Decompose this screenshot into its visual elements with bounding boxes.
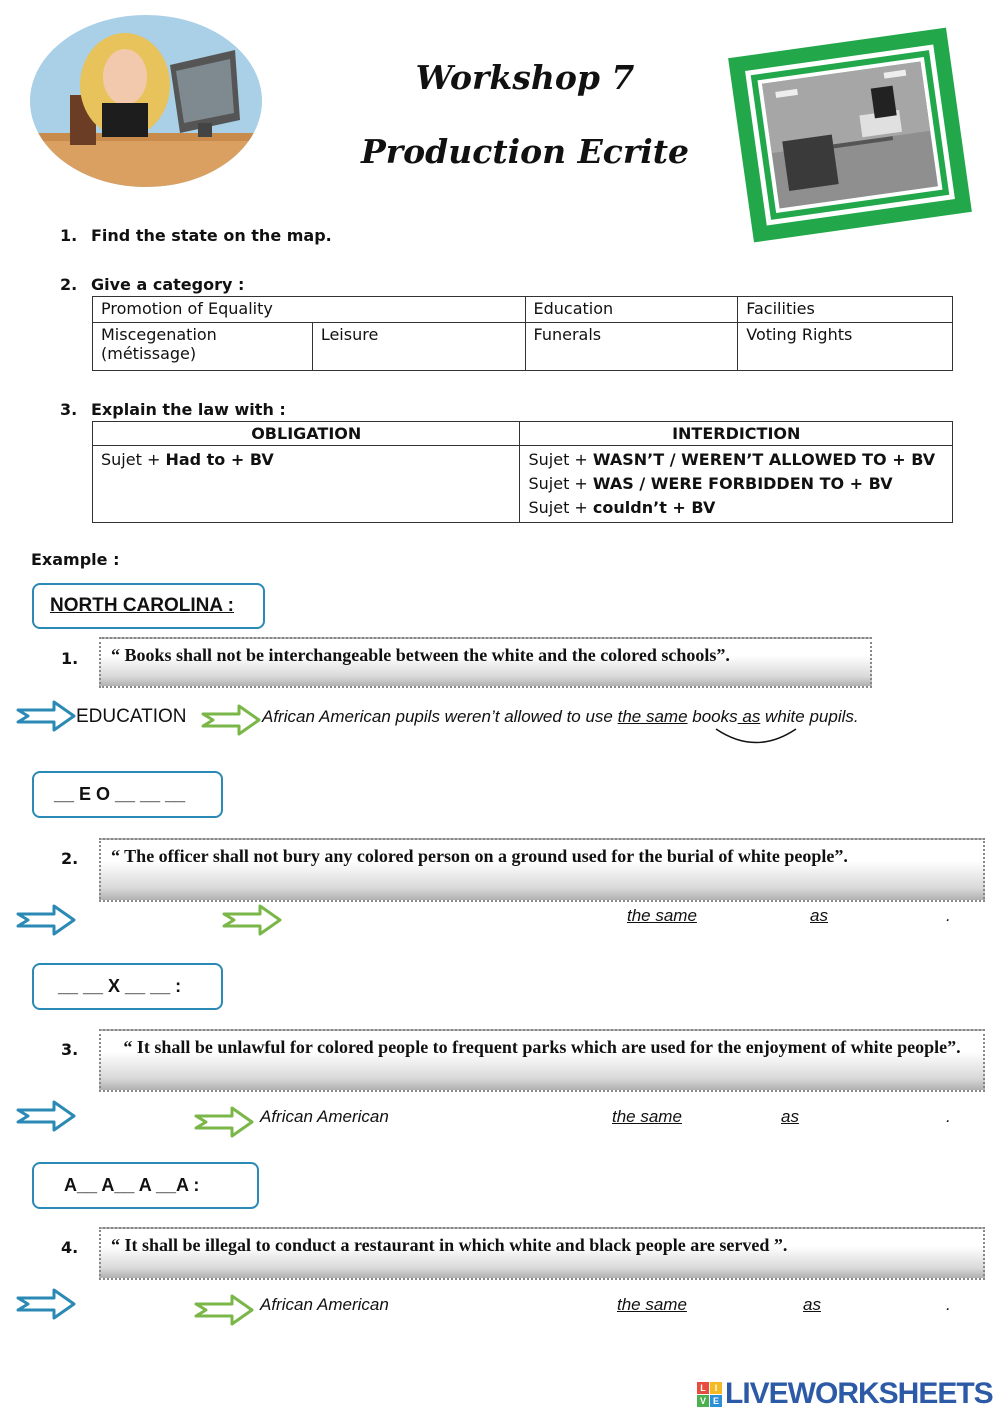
category-voting-rights: Voting Rights <box>738 323 953 371</box>
answer-4-subject: African American <box>260 1295 389 1314</box>
logo-tile-l: L <box>697 1382 709 1394</box>
obligation-structure: Had to + BV <box>165 450 274 469</box>
interdiction-structure-1: WASN’T / WEREN’T ALLOWED TO + BV <box>592 450 936 469</box>
answer-2-the-same: the same <box>627 906 697 925</box>
section-1-number: 1. <box>60 226 78 245</box>
category-table <box>92 296 953 371</box>
answer-1-part-a: African American pupils weren’t allowed to use <box>262 707 618 726</box>
category-funerals: Funerals <box>525 323 738 371</box>
link-curve-icon <box>713 726 799 748</box>
quote-number-4: 4. <box>61 1238 79 1257</box>
logo-tiles <box>697 1382 722 1407</box>
section-3-instruction: Explain the law with : <box>91 400 286 419</box>
green-arrow-icon <box>222 904 282 936</box>
answer-3-as: as <box>781 1107 799 1126</box>
blue-arrow-icon <box>16 904 76 936</box>
logo-tile-v: V <box>697 1395 709 1407</box>
answer-2-as: as <box>810 906 828 925</box>
liveworksheets-logo <box>697 1377 993 1411</box>
answer-1-part-b: books <box>687 707 738 726</box>
answer-category-1: EDUCATION <box>76 706 187 727</box>
category-miscegenation <box>93 323 313 371</box>
interdiction-prefix-3: Sujet + <box>528 498 593 517</box>
category-education: Education <box>525 297 738 323</box>
state-box-1 <box>32 583 265 629</box>
law-quote-2: “ The officer shall not bury any colored person on a ground used for the burial of white people”. <box>99 838 985 902</box>
section-3-number: 3. <box>60 400 78 419</box>
state-label-1: NORTH CAROLINA : <box>50 595 234 616</box>
interdiction-prefix-2: Sujet + <box>528 474 593 493</box>
quote-number-3: 3. <box>61 1040 79 1059</box>
category-promotion-of-equality: Promotion of Equality <box>93 297 526 323</box>
law-quote-3: “ It shall be unlawful for colored people to frequent parks which are used for the enjoyment of white people”. <box>99 1029 985 1092</box>
framed-photo <box>722 22 978 248</box>
interdiction-structure-2: WAS / WERE FORBIDDEN TO + BV <box>592 474 893 493</box>
logo-wordmark: LIVEWORKSHEETS <box>725 1377 993 1410</box>
answer-1-as: as <box>737 707 761 726</box>
state-label-2: __ E O __ __ __ <box>54 784 186 804</box>
section-1-instruction: Find the state on the map. <box>91 226 332 245</box>
worksheet-title-line2: Production Ecrite <box>360 132 690 171</box>
example-label: Example : <box>31 550 120 569</box>
state-box-3 <box>32 963 223 1010</box>
blue-arrow-icon <box>16 1288 76 1320</box>
state-box-2 <box>32 771 223 818</box>
avatar-illustration <box>30 15 262 187</box>
interdiction-header: INTERDICTION <box>520 422 953 446</box>
blue-arrow-icon <box>16 700 76 732</box>
answer-4-as: as <box>803 1295 821 1314</box>
interdiction-prefix-1: Sujet + <box>528 450 593 469</box>
logo-tile-i: I <box>710 1382 722 1394</box>
answer-3-subject: African American <box>260 1107 389 1126</box>
green-arrow-icon <box>194 1106 254 1138</box>
law-quote-4: “ It shall be illegal to conduct a restaurant in which white and black people are served ”. <box>99 1227 985 1280</box>
answer-1-part-c: white pupils. <box>760 707 859 726</box>
answer-1-the-same: the same <box>617 707 688 726</box>
obligation-cell <box>93 446 520 523</box>
interdiction-cell <box>520 446 953 523</box>
answer-2-end: . <box>946 906 951 925</box>
state-label-3: __ __ X __ __ : <box>58 976 182 996</box>
answer-3-end: . <box>946 1107 951 1126</box>
answer-4-the-same: the same <box>617 1295 687 1314</box>
answer-3-the-same: the same <box>612 1107 682 1126</box>
quote-number-1: 1. <box>61 649 79 668</box>
green-arrow-icon <box>194 1294 254 1326</box>
category-facilities: Facilities <box>738 297 953 323</box>
interdiction-structure-3: couldn’t + BV <box>592 498 716 517</box>
category-miscegenation-label: Miscegenation <box>101 325 217 344</box>
state-label-4: A__ A__ A __A : <box>64 1175 200 1195</box>
logo-tile-e: E <box>710 1395 722 1407</box>
category-leisure: Leisure <box>312 323 525 371</box>
obligation-header: OBLIGATION <box>93 422 520 446</box>
quote-number-2: 2. <box>61 849 79 868</box>
answer-4-end: . <box>946 1295 951 1314</box>
green-arrow-icon <box>201 704 261 736</box>
law-quote-1: “ Books shall not be interchangeable between the white and the colored schools”. <box>99 637 872 688</box>
worksheet-title-line1: Workshop 7 <box>415 58 635 97</box>
obligation-prefix: Sujet + <box>101 450 166 469</box>
law-structure-table <box>92 421 953 523</box>
blue-arrow-icon <box>16 1100 76 1132</box>
state-box-4 <box>32 1162 259 1209</box>
answer-sentence-1 <box>262 707 859 727</box>
category-miscegenation-translation: (métissage) <box>101 344 197 363</box>
section-2-instruction: Give a category : <box>91 275 245 294</box>
section-2-number: 2. <box>60 275 78 294</box>
